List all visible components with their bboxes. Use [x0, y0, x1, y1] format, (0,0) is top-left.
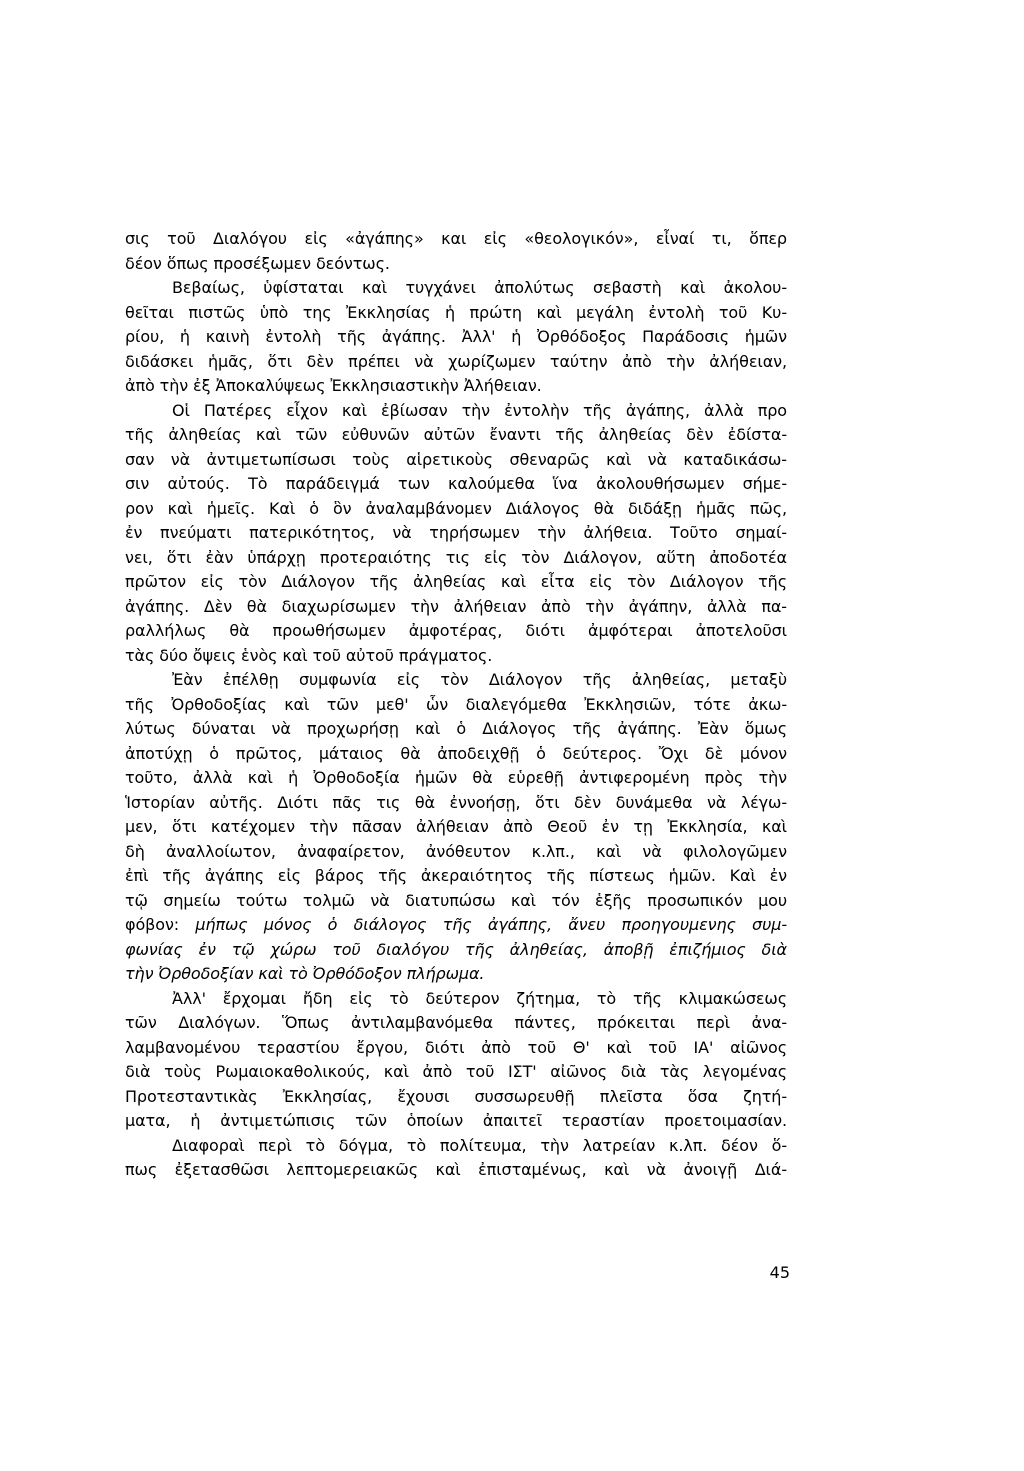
- text-line: σαν νὰ ἀντιμετωπίσωσι τοὺς αἱρετικοὺς σθεναρῶς καὶ νὰ καταδικάσω-: [125, 449, 787, 469]
- text-line: Ἀλλ' ἔρχομαι ἤδη εἰς τὸ δεύτερον ζήτημα, τὸ τῆς κλιμακώσεως: [172, 988, 787, 1008]
- text-line: Διαφοραὶ περὶ τὸ δόγμα, τὸ πολίτευμα, τὴν λατρείαν κ.λπ. δέον ὅ-: [172, 1135, 787, 1155]
- text-line: τὰς δύο ὄψεις ἑνὸς καὶ τοῦ αὐτοῦ πράγματος.: [125, 645, 493, 665]
- text-fragment: φόβον:: [125, 915, 180, 934]
- text-line: ἀποτύχῃ ὁ πρῶτος, μάταιος θὰ ἀποδειχθῇ ὁ δεύτερος. Ὄχι δὲ μόνον: [125, 743, 787, 763]
- text-line: τῆς ἀληθείας καὶ τῶν εὐθυνῶν αὐτῶν ἔναντι τῆς ἀληθείας δὲν ἐδίστα-: [125, 425, 787, 444]
- text-line: θεῖται πιστῶς ὑπὸ της Ἐκκλησίας ἡ πρώτη καὶ μεγάλη ἐντολὴ τοῦ Κυ-: [125, 302, 787, 322]
- text-line: Βεβαίως, ὑφίσταται καὶ τυγχάνει ἀπολύτως σεβαστὴ καὶ ἀκολου-: [172, 278, 787, 297]
- text-line: λύτως δύναται νὰ προχωρήσῃ καὶ ὁ Διάλογος τῆς ἀγάπης. Ἐὰν ὅμως: [125, 719, 787, 738]
- text-line: διδάσκει ἡμᾶς, ὅτι δὲν πρέπει νὰ χωρίζωμεν ταύτην ἀπὸ τὴν ἀλήθειαν,: [125, 351, 787, 371]
- text-line: ραλλήλως θὰ προωθήσωμεν ἀμφοτέρας, διότι ἀμφότεραι ἀποτελοῦσι: [125, 621, 787, 640]
- text-line: πρῶτον εἰς τὸν Διάλογον τῆς ἀληθείας καὶ εἶτα εἰς τὸν Διάλογον τῆς: [125, 572, 787, 591]
- text-line: ἀπὸ τὴν ἐξ Ἀποκαλύψεως Ἐκκλησιαστικὴν Ἀλήθειαν.: [125, 376, 542, 395]
- text-line: δὴ ἀναλλοίωτον, ἀναφαίρετον, ἀνόθευτον κ.λπ., καὶ νὰ φιλολογῶμεν: [125, 841, 787, 861]
- text-line: τῆς Ὀρθοδοξίας καὶ τῶν μεθ' ὧν διαλεγόμεθα Ἐκκλησιῶν, τότε ἀκω-: [125, 694, 787, 714]
- text-line: Προτεσταντικὰς Ἐκκλησίας, ἔχουσι συσσωρευθῇ πλεῖστα ὅσα ζητή-: [125, 1086, 787, 1106]
- text-line: σις τοῦ Διαλόγου εἰς «ἀγάπης» και εἰς «θεολογικόν», εἶναί τι, ὅπερ: [125, 229, 787, 248]
- text-line: δέον ὅπως προσέξωμεν δεόντως.: [125, 253, 390, 273]
- text-line: πως ἐξετασθῶσι λεπτομερειακῶς καὶ ἐπισταμένως, καὶ νὰ ἀνοιγῇ Διά-: [125, 1160, 787, 1179]
- italic-text-fragment: μήπως μόνος ὁ διάλογος τῆς ἀγάπης, ἄνευ προηγουμενης συμ-: [195, 915, 787, 934]
- text-line: ἐν πνεύματι πατερικότητος, νὰ τηρήσωμεν τὴν ἀλήθεια. Τοῦτο σημαί-: [125, 523, 787, 542]
- text-line: νει, ὅτι ἐὰν ὑπάρχῃ προτεραιότης τις εἰς τὸν Διάλογον, αὕτη ἀποδοτέα: [125, 547, 787, 567]
- text-line: τοῦτο, ἀλλὰ καὶ ἡ Ὀρθοδοξία ἡμῶν θὰ εὑρεθῇ ἀντιφερομένη πρὸς τὴν: [125, 768, 787, 787]
- italic-text-line: τὴν Ὀρθοδοξίαν καὶ τὸ Ὀρθόδοξον πλήρωμα.: [125, 964, 485, 983]
- page-text: [125, 227, 787, 1183]
- text-line: ἀγάπης. Δὲν θὰ διαχωρίσωμεν τὴν ἀλήθειαν ἀπὸ τὴν ἀγάπην, ἀλλὰ πα-: [125, 596, 787, 616]
- text-line: Οἱ Πατέρες εἶχον καὶ ἐβίωσαν τὴν ἐντολὴν τῆς ἀγάπης, ἀλλὰ προ: [172, 400, 787, 420]
- text-line: ἐπὶ τῆς ἀγάπης εἰς βάρος τῆς ἀκεραιότητος τῆς πίστεως ἡμῶν. Καὶ ἐν: [125, 866, 787, 885]
- page-number: 45: [769, 1263, 790, 1282]
- text-line: Ἐὰν ἐπέλθῃ συμφωνία εἰς τὸν Διάλογον τῆς ἀληθείας, μεταξὺ: [172, 670, 787, 689]
- text-line: [125, 913, 787, 938]
- text-line: σιν αὐτούς. Τὸ παράδειγμά των καλούμεθα ἵνα ἀκολουθήσωμεν σήμε-: [125, 474, 787, 493]
- text-line: λαμβανομένου τεραστίου ἔργου, διότι ἀπὸ τοῦ Θ' καὶ τοῦ ΙΑ' αἰῶνος: [125, 1037, 787, 1057]
- text-line: ματα, ἡ ἀντιμετώπισις τῶν ὁποίων ἀπαιτεῖ τεραστίαν προετοιμασίαν.: [125, 1111, 787, 1130]
- text-line: Ἱστορίαν αὐτῆς. Διότι πᾶς τις θὰ ἐννοήσῃ, ὅτι δὲν δυνάμεθα νὰ λέγω-: [125, 792, 787, 812]
- text-line: μεν, ὅτι κατέχομεν τὴν πᾶσαν ἀλήθειαν ἀπὸ Θεοῦ ἐν τῃ Ἐκκλησία, καὶ: [125, 817, 787, 836]
- text-line: διὰ τοὺς Ρωμαιοκαθολικούς, καὶ ἀπὸ τοῦ ΙΣΤ' αἰῶνος διὰ τὰς λεγομένας: [125, 1062, 787, 1081]
- text-line: ρίου, ἡ καινὴ ἐντολὴ τῆς ἀγάπης. Ἀλλ' ἡ Ὀρθόδοξος Παράδοσις ἡμῶν: [125, 327, 787, 346]
- italic-text-line: φωνίας ἐν τῷ χώρω τοῦ διαλόγου τῆς ἀληθείας, ἀποβῇ ἐπιζήμιος διὰ: [125, 939, 787, 959]
- text-line: τῶν Διαλόγων. Ὅπως ἀντιλαμβανόμεθα πάντες, πρόκειται περὶ ἀνα-: [125, 1013, 787, 1032]
- text-line: ρον καὶ ἡμεῖς. Καὶ ὁ ὃν ἀναλαμβάνομεν Διάλογος θὰ διδάξῃ ἡμᾶς πῶς,: [125, 498, 787, 518]
- text-line: τῷ σημείω τούτω τολμῶ νὰ διατυπώσω καὶ τόν ἑξῆς προσωπικόν μου: [125, 890, 787, 910]
